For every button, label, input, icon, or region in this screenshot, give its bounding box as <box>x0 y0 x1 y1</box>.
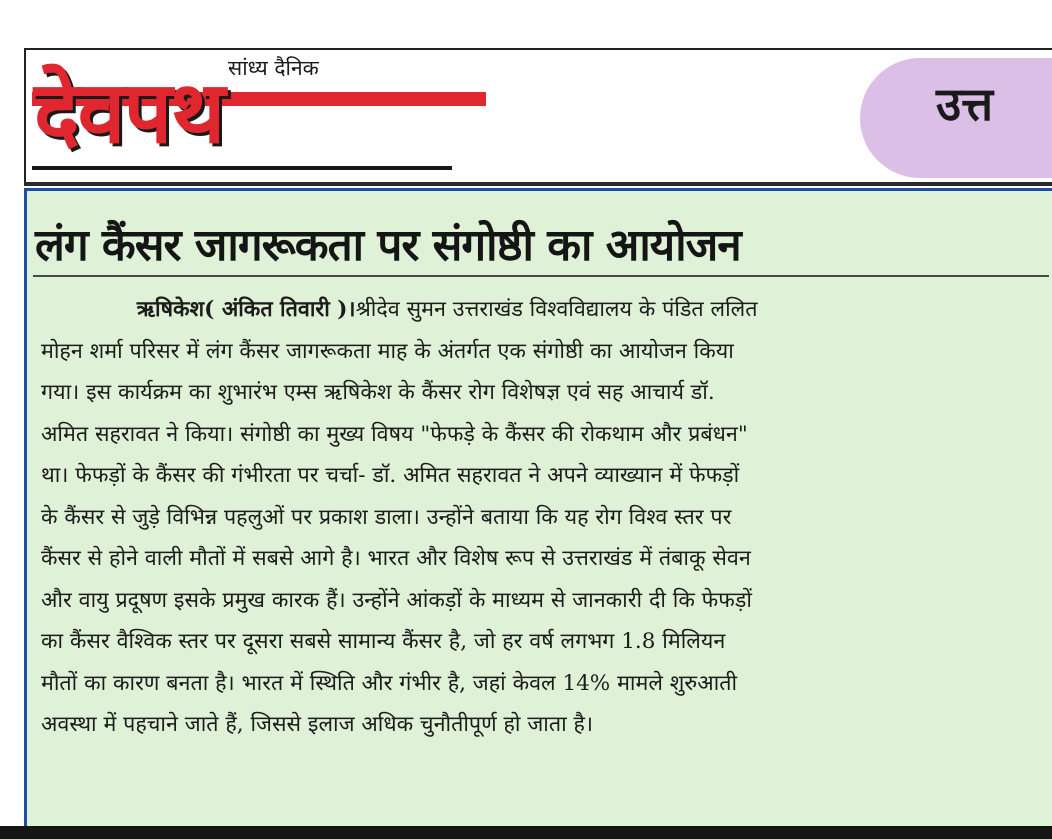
article-line: मोहन शर्मा परिसर में लंग कैंसर जागरूकता माह के अंतर्गत एक संगोष्ठी का आयोजन किया <box>41 338 734 364</box>
article-line: का कैंसर वैश्विक स्तर पर दूसरा सबसे सामान्य कैंसर है, जो हर वर्ष लगभग 1.8 मिलियन <box>41 629 726 654</box>
newspaper-tagline: सांध्य दैनिक <box>228 56 319 80</box>
article-line: और वायु प्रदूषण इसके प्रमुख कारक हैं। उन्होंने आंकड़ों के माध्यम से जानकारी दी कि फेफड़ों <box>41 587 752 613</box>
article-line-text: श्रीदेव सुमन उत्तराखंड विश्वविद्यालय के पंडित ललित <box>355 297 758 322</box>
section-label: उत्त <box>936 77 993 131</box>
logo-underline <box>32 166 452 170</box>
article-line <box>41 289 1049 331</box>
masthead-top-rule <box>24 48 1052 50</box>
article-line: गया। इस कार्यक्रम का शुभारंभ एम्स ऋषिकेश के कैंसर रोग विशेषज्ञ एवं सह आचार्य डॉ. <box>41 380 715 405</box>
article-line: अमित सहरावत ने किया। संगोष्ठी का मुख्य विषय "फेफड़े के कैंसर की रोकथाम और प्रबंधन" <box>41 421 748 447</box>
masthead-bottom-rule <box>24 182 1052 186</box>
article-body <box>41 289 1049 746</box>
bottom-edge-bar <box>0 826 1052 839</box>
article-box <box>24 188 1052 839</box>
article-headline: लंग कैंसर जागरूकता पर संगोष्ठी का आयोजन <box>35 220 741 271</box>
article-byline: ऋषिकेश( अंकित तिवारी )। <box>136 297 356 322</box>
article-line: कैंसर से होने वाली मौतों में सबसे आगे है। भारत और विशेष रूप से उत्तराखंड में तंबाकू सेवन <box>41 546 751 571</box>
newspaper-logo: देवपथ <box>34 63 224 163</box>
article-line: के कैंसर से जुड़े विभिन्न पहलुओं पर प्रकाश डाला। उन्होंने बताया कि यह रोग विश्व स्तर पर <box>41 504 732 530</box>
article-line: अवस्था में पहचाने जाते हैं, जिससे इलाज अधिक चुनौतीपूर्ण हो जाता है। <box>41 712 594 737</box>
headline-rule <box>33 275 1049 277</box>
article-line: मौतों का कारण बनता है। भारत में स्थिति और गंभीर है, जहां केवल 14% मामले शुरुआती <box>41 670 738 696</box>
masthead-left-rule <box>24 48 26 184</box>
article-line: था। फेफड़ों के कैंसर की गंभीरता पर चर्चा- डॉ. अमित सहरावत ने अपने व्याख्यान में फेफड़ों <box>41 463 740 488</box>
